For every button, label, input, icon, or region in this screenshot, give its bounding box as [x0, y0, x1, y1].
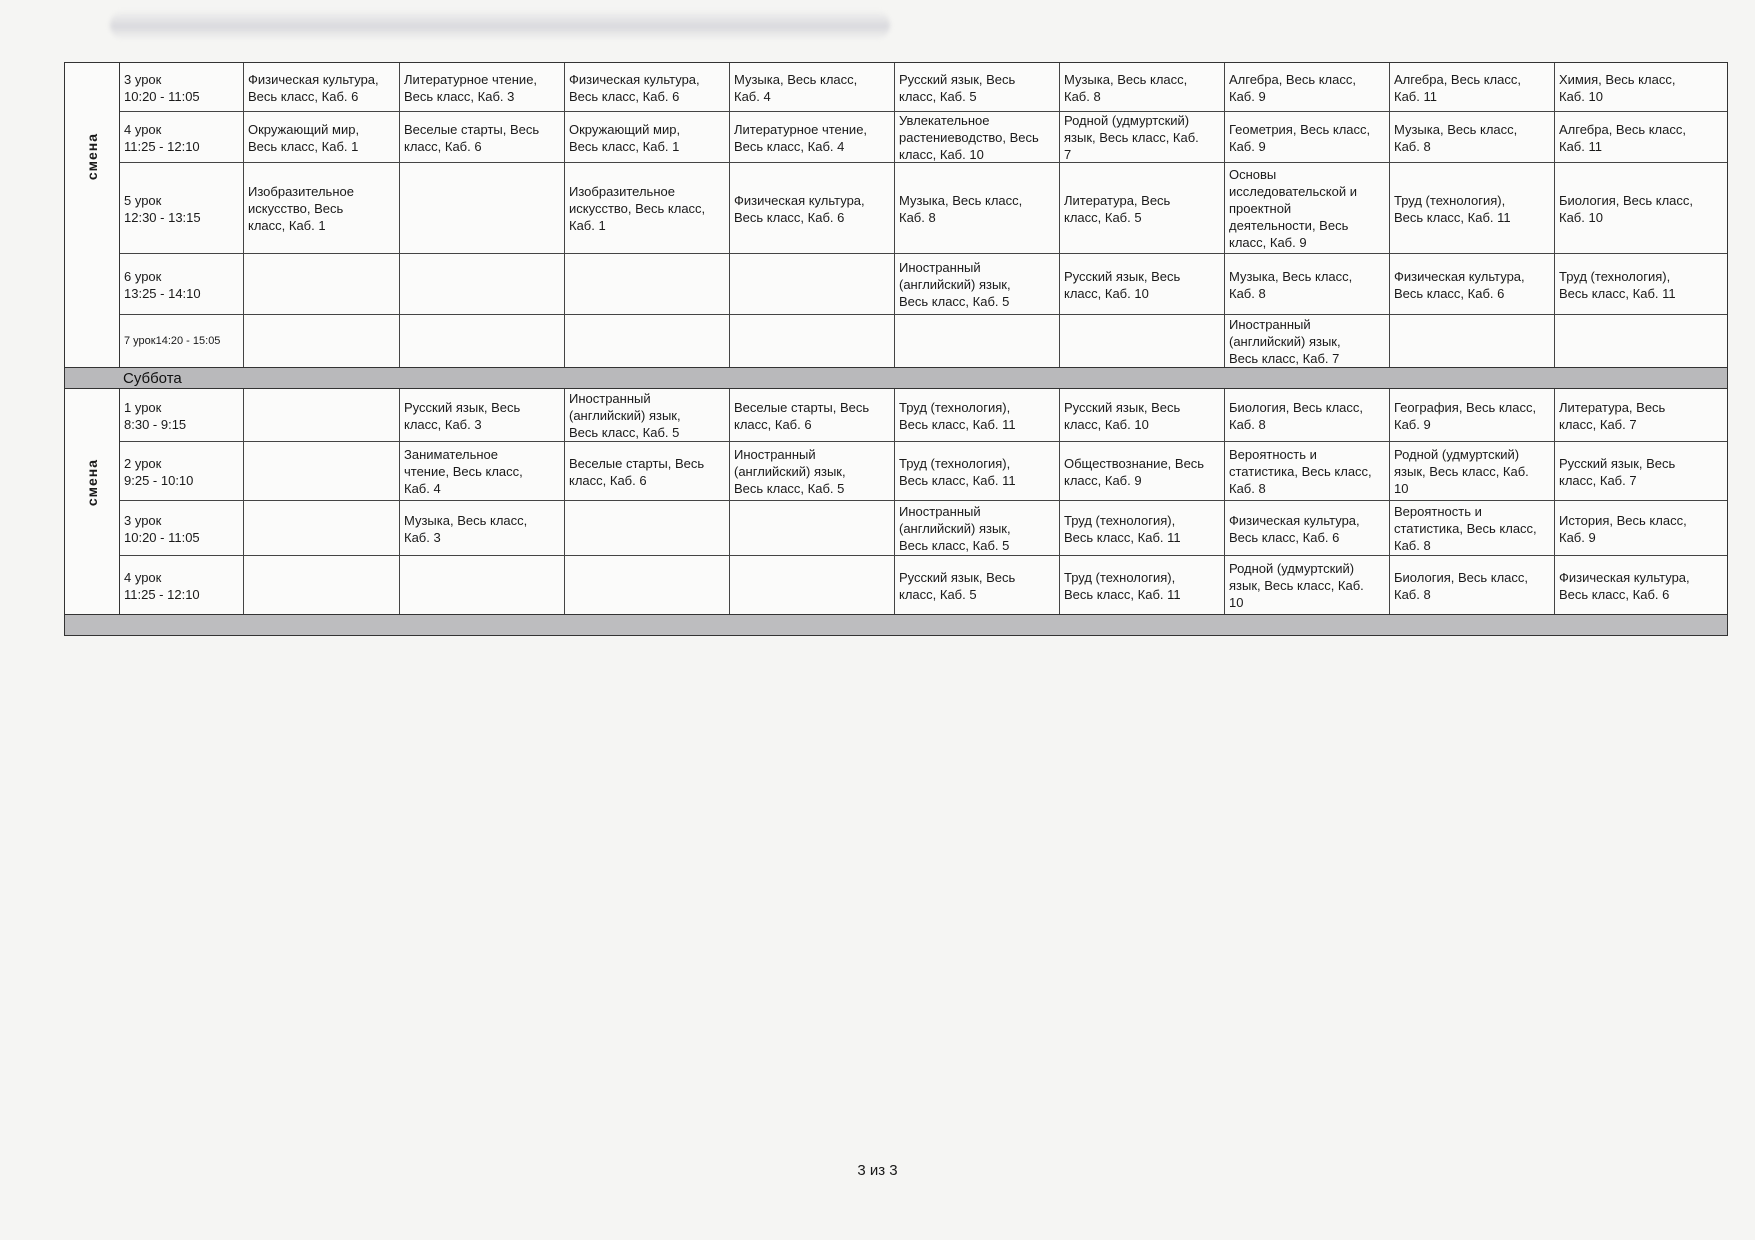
- lesson-text-line: Литературное чтение,: [734, 121, 868, 137]
- lesson-cell: [1225, 63, 1390, 111]
- lesson-cell: [244, 389, 400, 441]
- lesson-text-line: деятельности, Весь: [1229, 218, 1349, 233]
- lesson-text-line: Алгебра, Весь класс,: [1229, 71, 1356, 87]
- lesson-text-line: Русский язык, Весь: [404, 399, 521, 415]
- lesson-time-line: 10:20 - 11:05: [124, 88, 200, 104]
- lesson-text-line: Биология, Весь класс,: [1394, 569, 1529, 585]
- lesson-text-line: Труд (технология),: [1559, 268, 1671, 284]
- lesson-cell: [400, 63, 565, 111]
- lesson-cell: [1390, 556, 1555, 614]
- lesson-cell: [895, 63, 1060, 111]
- lesson-time-cell: [120, 556, 244, 614]
- lesson-time-line: 3 урок: [124, 71, 162, 87]
- lesson-text-line: 7: [1064, 147, 1072, 162]
- lesson-text-line: растениеводство, Весь: [899, 130, 1039, 145]
- lesson-cell: [400, 389, 565, 441]
- lesson-text-line: История, Весь класс,: [1559, 512, 1687, 528]
- schedule-row: [120, 555, 1727, 614]
- lesson-text-line: 10: [1394, 481, 1409, 496]
- saturday-header: [64, 368, 1728, 388]
- lesson-cell: [244, 63, 400, 111]
- lesson-text-line: Русский язык, Весь: [1064, 268, 1181, 284]
- lesson-text-line: исследовательской и: [1229, 184, 1357, 199]
- lesson-cell: [565, 389, 730, 441]
- lesson-text-line: Веселые старты, Весь: [569, 455, 705, 471]
- lesson-time-cell: [120, 315, 244, 367]
- lesson-cell: [895, 163, 1060, 253]
- lesson-text-line: Каб. 8: [1394, 586, 1431, 602]
- lesson-cell: [244, 556, 400, 614]
- lesson-time-line: 12:30 - 13:15: [124, 209, 201, 225]
- lesson-text-line: Иностранный: [899, 504, 981, 519]
- lesson-text-line: Химия, Весь класс,: [1559, 71, 1676, 87]
- lesson-text-line: Весь класс, Каб. 11: [1064, 529, 1181, 545]
- shift-label: смена: [84, 459, 100, 507]
- lesson-cell: [1555, 112, 1720, 162]
- lesson-cell: [895, 389, 1060, 441]
- lesson-cell: [565, 163, 730, 253]
- lesson-cell: [730, 163, 895, 253]
- lesson-time-cell: [120, 254, 244, 314]
- lesson-cell: [730, 63, 895, 111]
- lesson-text-line: Каб. 8: [1229, 481, 1266, 496]
- lesson-cell: [1390, 63, 1555, 111]
- lesson-text-line: проектной: [1229, 201, 1292, 216]
- lesson-text-line: Биология, Весь класс,: [1229, 399, 1364, 415]
- lesson-text-line: Весь класс, Каб. 5: [569, 425, 680, 440]
- lesson-cell: [244, 442, 400, 500]
- lesson-cell: [1060, 442, 1225, 500]
- lesson-cell: [730, 501, 895, 555]
- lesson-cell: [565, 254, 730, 314]
- lesson-cell: [730, 254, 895, 314]
- lesson-cell: [730, 442, 895, 500]
- lesson-text-line: Весь класс, Каб. 6: [734, 209, 845, 225]
- lesson-text-line: Физическая культура,: [1559, 569, 1690, 585]
- lower-rows: [120, 389, 1727, 614]
- lesson-text-line: Русский язык, Весь: [1064, 399, 1181, 415]
- lesson-cell: [1060, 315, 1225, 367]
- lesson-cell: [565, 556, 730, 614]
- lesson-text-line: язык, Весь класс, Каб.: [1064, 130, 1199, 145]
- lesson-text-line: класс, Каб. 5: [899, 88, 977, 104]
- lesson-cell: [244, 254, 400, 314]
- lesson-text-line: Каб. 8: [899, 209, 936, 225]
- lesson-cell: [1555, 254, 1720, 314]
- lesson-time-cell: [120, 442, 244, 500]
- lesson-text-line: Окружающий мир,: [569, 121, 681, 137]
- lesson-text-line: Физическая культура,: [569, 71, 700, 87]
- schedule-row: [120, 389, 1727, 441]
- lesson-cell: [1390, 501, 1555, 555]
- lesson-text-line: класс, Каб. 9: [1064, 472, 1142, 488]
- lesson-text-line: Каб. 9: [1229, 138, 1266, 154]
- lesson-text-line: Весь класс, Каб. 11: [1064, 586, 1181, 602]
- lesson-cell: [895, 501, 1060, 555]
- lesson-text-line: Каб. 10: [1559, 88, 1603, 104]
- lesson-cell: [244, 501, 400, 555]
- lesson-cell: [565, 501, 730, 555]
- lesson-cell: [730, 556, 895, 614]
- lesson-time-cell: [120, 163, 244, 253]
- lesson-cell: [1060, 163, 1225, 253]
- lesson-text-line: Литература, Весь: [1559, 399, 1666, 415]
- lesson-cell: [565, 63, 730, 111]
- saturday-label: Суббота: [123, 369, 182, 387]
- lesson-cell: [400, 442, 565, 500]
- schedule-sheet: [64, 62, 1728, 636]
- lesson-cell: [1225, 254, 1390, 314]
- lesson-text-line: Алгебра, Весь класс,: [1394, 71, 1521, 87]
- lesson-text-line: Каб. 8: [1229, 285, 1266, 301]
- lesson-text-line: Каб. 11: [1394, 88, 1437, 104]
- lesson-cell: [1555, 556, 1720, 614]
- lesson-text-line: Каб. 9: [1559, 529, 1596, 545]
- table-footer-bar: [64, 615, 1728, 636]
- lesson-text-line: Увлекательное: [899, 113, 990, 128]
- lesson-text-line: Труд (технология),: [1394, 192, 1506, 208]
- lesson-text-line: Веселые старты, Весь: [734, 399, 870, 415]
- lesson-text-line: Каб. 4: [404, 481, 441, 496]
- lesson-text-line: Каб. 1: [569, 218, 606, 233]
- lesson-text-line: класс, Каб. 5: [1064, 209, 1142, 225]
- lesson-text-line: Обществознание, Весь: [1064, 455, 1205, 471]
- lesson-text-line: класс, Каб. 7: [1559, 472, 1637, 488]
- lesson-text-line: Каб. 9: [1229, 88, 1266, 104]
- lesson-text-line: Музыка, Весь класс,: [1064, 71, 1188, 87]
- lesson-time-cell: [120, 501, 244, 555]
- lesson-time-cell: [120, 63, 244, 111]
- lesson-text-line: Физическая культура,: [734, 192, 865, 208]
- lesson-text-line: Изобразительное: [248, 184, 354, 199]
- lesson-cell: [1225, 389, 1390, 441]
- lesson-text-line: Весь класс, Каб. 5: [899, 538, 1010, 553]
- lesson-time-line: 3 урок: [124, 512, 162, 528]
- lesson-cell: [1225, 442, 1390, 500]
- lesson-text-line: класс, Каб. 6: [734, 416, 812, 432]
- lesson-cell: [730, 112, 895, 162]
- lesson-text-line: Весь класс, Каб. 1: [569, 138, 680, 154]
- upper-schedule-block: [64, 62, 1728, 368]
- lesson-text-line: Основы: [1229, 167, 1277, 182]
- lesson-cell: [244, 112, 400, 162]
- lesson-text-line: класс, Каб. 10: [899, 147, 984, 162]
- lesson-text-line: Музыка, Весь класс,: [1229, 268, 1353, 284]
- lesson-text-line: Геометрия, Весь класс,: [1229, 121, 1371, 137]
- lesson-time-line: 9:25 - 10:10: [124, 472, 194, 488]
- scan-smudge: [110, 10, 890, 40]
- lesson-time-line: 5 урок: [124, 192, 162, 208]
- lesson-text-line: класс, Каб. 10: [1064, 416, 1149, 432]
- lesson-cell: [400, 556, 565, 614]
- lesson-text-line: Физическая культура,: [1229, 512, 1360, 528]
- lesson-text-line: искусство, Весь: [248, 201, 344, 216]
- lesson-text-line: Труд (технология),: [899, 399, 1011, 415]
- lesson-cell: [1225, 556, 1390, 614]
- lesson-text-line: Алгебра, Весь класс,: [1559, 121, 1686, 137]
- lesson-text-line: Окружающий мир,: [248, 121, 360, 137]
- lesson-text-line: Весь класс, Каб. 5: [734, 481, 845, 496]
- lesson-text-line: Литературное чтение,: [404, 71, 538, 87]
- lesson-text-line: Вероятность и: [1229, 447, 1317, 462]
- lower-schedule-block: [64, 388, 1728, 615]
- lesson-text-line: класс, Каб. 1: [248, 218, 326, 233]
- lesson-time-line: 13:25 - 14:10: [124, 285, 201, 301]
- lesson-text-line: (английский) язык,: [569, 408, 681, 423]
- lesson-text-line: Иностранный: [569, 391, 651, 406]
- lesson-cell: [1555, 63, 1720, 111]
- lesson-text-line: Весь класс, Каб. 4: [734, 138, 845, 154]
- lesson-time-line: 4 урок: [124, 569, 162, 585]
- lesson-text-line: Литература, Весь: [1064, 192, 1171, 208]
- lesson-text-line: Музыка, Весь класс,: [734, 71, 858, 87]
- lesson-text-line: Веселые старты, Весь: [404, 121, 540, 137]
- lesson-text-line: Труд (технология),: [899, 455, 1011, 471]
- lesson-text-line: Весь класс, Каб. 7: [1229, 351, 1340, 366]
- lesson-text-line: Иностранный: [1229, 317, 1311, 332]
- lesson-time-line: 1 урок: [124, 399, 162, 415]
- lesson-cell: [1390, 389, 1555, 441]
- lesson-cell: [895, 315, 1060, 367]
- lesson-text-line: Каб. 8: [1064, 88, 1101, 104]
- schedule-row: [120, 253, 1727, 314]
- lesson-cell: [1390, 112, 1555, 162]
- lesson-text-line: Весь класс, Каб. 5: [899, 294, 1010, 309]
- lesson-text-line: Весь класс, Каб. 6: [569, 88, 680, 104]
- lesson-text-line: Весь класс, Каб. 6: [1559, 586, 1670, 602]
- lesson-cell: [400, 315, 565, 367]
- lesson-cell: [1225, 315, 1390, 367]
- lesson-text-line: Русский язык, Весь: [1559, 455, 1676, 471]
- lesson-cell: [730, 389, 895, 441]
- lesson-text-line: Каб. 8: [1394, 538, 1431, 553]
- lesson-text-line: Каб. 10: [1559, 209, 1603, 225]
- schedule-row: [120, 441, 1727, 500]
- lesson-text-line: Родной (удмуртский): [1064, 113, 1190, 128]
- schedule-row: [120, 500, 1727, 555]
- lesson-cell: [1555, 442, 1720, 500]
- lesson-cell: [400, 501, 565, 555]
- lesson-text-line: класс, Каб. 5: [899, 586, 977, 602]
- lesson-cell: [1060, 556, 1225, 614]
- lesson-text-line: Вероятность и: [1394, 504, 1482, 519]
- lesson-text-line: Физическая культура,: [1394, 268, 1525, 284]
- lesson-text-line: (английский) язык,: [899, 521, 1011, 536]
- lesson-text-line: Занимательное: [404, 447, 499, 462]
- lesson-cell: [565, 315, 730, 367]
- lesson-text-line: Музыка, Весь класс,: [899, 192, 1023, 208]
- schedule-row: [120, 63, 1727, 111]
- lesson-cell: [1390, 254, 1555, 314]
- lesson-text-line: (английский) язык,: [1229, 334, 1341, 349]
- lesson-text-line: Весь класс, Каб. 3: [404, 88, 515, 104]
- lesson-text-line: Весь класс, Каб. 11: [899, 472, 1016, 488]
- lesson-text-line: Весь класс, Каб. 6: [1394, 285, 1505, 301]
- lesson-cell: [400, 163, 565, 253]
- shift-column: [65, 63, 120, 367]
- lesson-text-line: Родной (удмуртский): [1229, 561, 1355, 576]
- lesson-text-line: Весь класс, Каб. 11: [1559, 285, 1676, 301]
- lesson-text-line: класс, Каб. 6: [569, 472, 647, 488]
- lesson-text-line: чтение, Весь класс,: [404, 464, 523, 479]
- lesson-text-line: Весь класс, Каб. 6: [1229, 529, 1340, 545]
- lesson-time-line: 6 урок: [124, 268, 162, 284]
- lesson-cell: [1225, 163, 1390, 253]
- lesson-text-line: Каб. 4: [734, 88, 771, 104]
- lesson-text-line: искусство, Весь класс,: [569, 201, 706, 216]
- lesson-text-line: Музыка, Весь класс,: [404, 512, 528, 528]
- lesson-cell: [895, 112, 1060, 162]
- lesson-text-line: класс, Каб. 6: [404, 138, 482, 154]
- lesson-text-line: Труд (технология),: [1064, 569, 1176, 585]
- lesson-cell: [1060, 63, 1225, 111]
- lesson-cell: [1060, 389, 1225, 441]
- shift-column: [65, 389, 120, 614]
- lesson-text-line: Каб. 3: [404, 529, 441, 545]
- page-number: 3 из 3: [857, 1162, 898, 1179]
- lesson-cell: [895, 556, 1060, 614]
- lesson-text-line: Родной (удмуртский): [1394, 447, 1520, 462]
- lesson-cell: [1555, 389, 1720, 441]
- lesson-cell: [1555, 315, 1720, 367]
- lesson-time-line: 11:25 - 12:10: [124, 586, 200, 602]
- schedule-row: [120, 314, 1727, 367]
- lesson-text-line: Каб. 11: [1559, 138, 1602, 154]
- lesson-text-line: Каб. 8: [1394, 138, 1431, 154]
- lesson-text-line: Труд (технология),: [1064, 512, 1176, 528]
- lesson-text-line: Весь класс, Каб. 6: [248, 88, 359, 104]
- lesson-cell: [1390, 442, 1555, 500]
- lesson-text-line: Весь класс, Каб. 11: [1394, 209, 1511, 225]
- lesson-text-line: Иностранный: [734, 447, 816, 462]
- shift-label: смена: [84, 133, 100, 181]
- lesson-cell: [895, 254, 1060, 314]
- lesson-time-line: 7 урок14:20 - 15:05: [124, 335, 221, 347]
- schedule-row: [120, 111, 1727, 162]
- lesson-cell: [1390, 163, 1555, 253]
- lesson-text-line: (английский) язык,: [734, 464, 846, 479]
- lesson-text-line: Каб. 8: [1229, 416, 1266, 432]
- lesson-text-line: статистика, Весь класс,: [1394, 521, 1537, 536]
- lesson-cell: [400, 112, 565, 162]
- lesson-text-line: язык, Весь класс, Каб.: [1394, 464, 1529, 479]
- lesson-cell: [730, 315, 895, 367]
- lesson-text-line: класс, Каб. 9: [1229, 235, 1307, 250]
- lesson-time-cell: [120, 112, 244, 162]
- lesson-cell: [1555, 501, 1720, 555]
- lesson-text-line: класс, Каб. 10: [1064, 285, 1149, 301]
- lesson-text-line: 10: [1229, 595, 1244, 610]
- lesson-text-line: Каб. 9: [1394, 416, 1431, 432]
- lesson-cell: [1225, 112, 1390, 162]
- lesson-time-line: 10:20 - 11:05: [124, 529, 200, 545]
- lesson-text-line: Изобразительное: [569, 184, 675, 199]
- lesson-text-line: класс, Каб. 3: [404, 416, 482, 432]
- lesson-time-line: 2 урок: [124, 455, 162, 471]
- lesson-time-cell: [120, 389, 244, 441]
- lesson-cell: [1060, 254, 1225, 314]
- schedule-row: [120, 162, 1727, 253]
- lesson-text-line: Музыка, Весь класс,: [1394, 121, 1518, 137]
- lesson-text-line: Иностранный: [899, 260, 981, 275]
- lesson-text-line: Весь класс, Каб. 1: [248, 138, 359, 154]
- lesson-text-line: статистика, Весь класс,: [1229, 464, 1372, 479]
- lesson-cell: [1060, 112, 1225, 162]
- lesson-cell: [244, 315, 400, 367]
- lesson-cell: [895, 442, 1060, 500]
- lesson-text-line: Русский язык, Весь: [899, 569, 1016, 585]
- lesson-time-line: 4 урок: [124, 121, 162, 137]
- lesson-text-line: язык, Весь класс, Каб.: [1229, 578, 1364, 593]
- lesson-text-line: Физическая культура,: [248, 71, 379, 87]
- lesson-text-line: Весь класс, Каб. 11: [899, 416, 1016, 432]
- lesson-cell: [400, 254, 565, 314]
- lesson-cell: [565, 442, 730, 500]
- lesson-cell: [1390, 315, 1555, 367]
- lesson-cell: [565, 112, 730, 162]
- lesson-cell: [1225, 501, 1390, 555]
- lesson-text-line: Биология, Весь класс,: [1559, 192, 1694, 208]
- lesson-cell: [1060, 501, 1225, 555]
- lesson-text-line: Русский язык, Весь: [899, 71, 1016, 87]
- lesson-text-line: География, Весь класс,: [1394, 399, 1537, 415]
- lesson-time-line: 11:25 - 12:10: [124, 138, 200, 154]
- lesson-text-line: класс, Каб. 7: [1559, 416, 1637, 432]
- lesson-cell: [1555, 163, 1720, 253]
- upper-rows: [120, 63, 1727, 367]
- lesson-cell: [244, 163, 400, 253]
- lesson-time-line: 8:30 - 9:15: [124, 416, 187, 432]
- lesson-text-line: (английский) язык,: [899, 277, 1011, 292]
